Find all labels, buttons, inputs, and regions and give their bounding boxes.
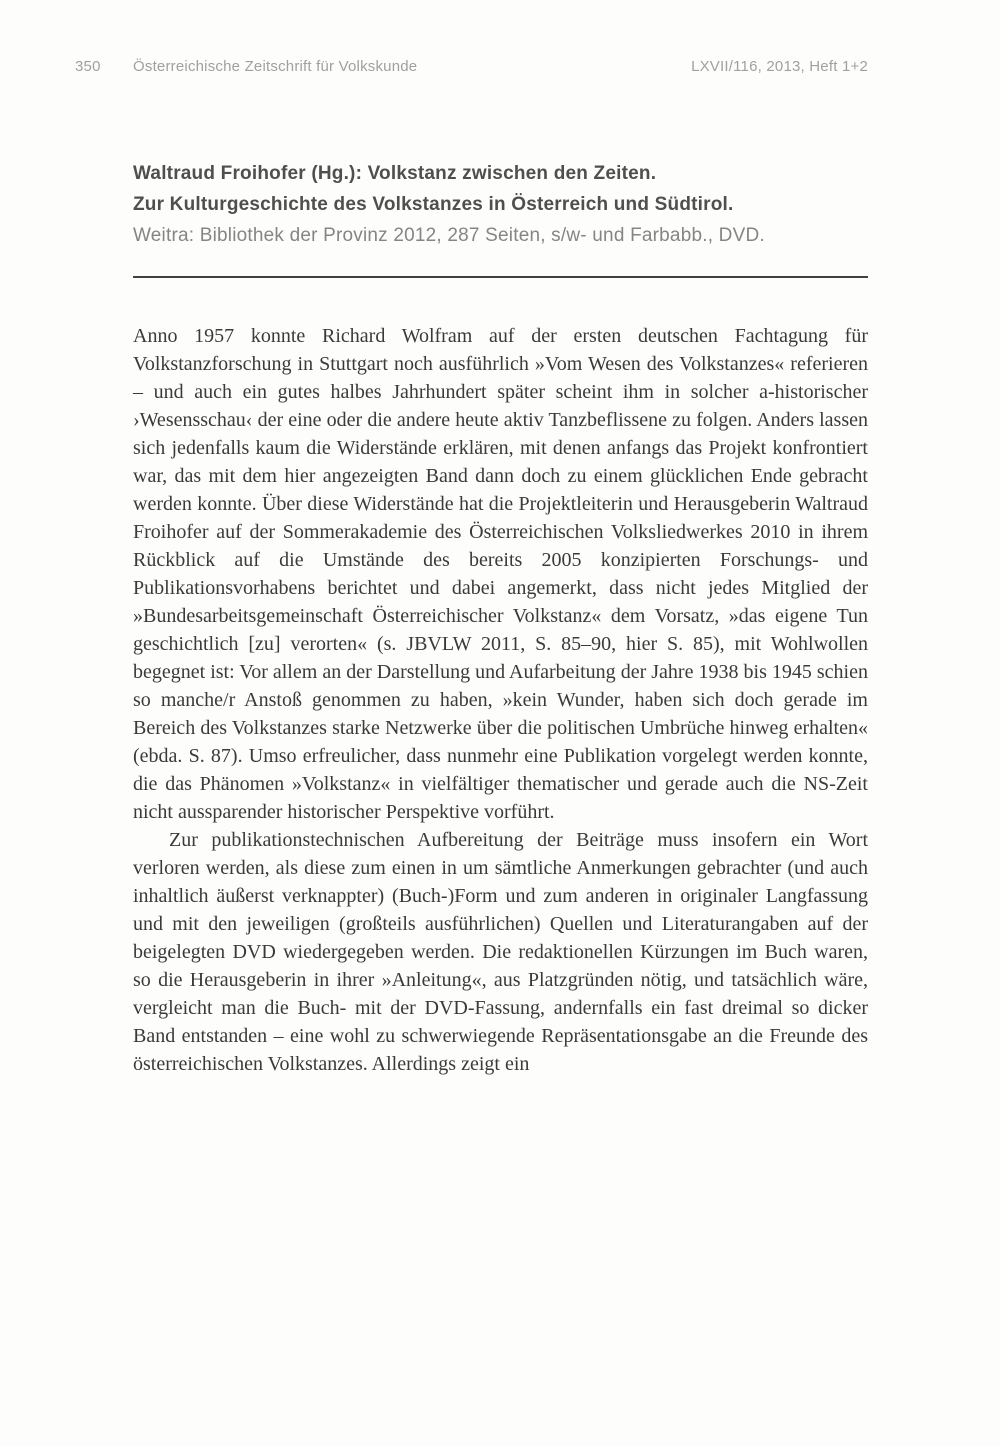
page-header — [75, 58, 868, 75]
review-body — [133, 322, 868, 1078]
review-title-line-1: Waltraud Froihofer (Hg.): Volkstanz zwischen den Zeiten. — [133, 163, 657, 184]
issue-info: LXVII/116, 2013, Heft 1+2 — [691, 58, 868, 75]
review-title-line-2: Zur Kulturgeschichte des Volkstanzes in Österreich und Südtirol. — [133, 194, 734, 215]
review-heading — [133, 158, 868, 251]
review-imprint-line: Weitra: Bibliothek der Provinz 2012, 287 Seiten, s/w- und Farbabb., DVD. — [133, 225, 765, 246]
body-paragraph-2: Zur publikationstechnischen Aufbereitung der Beiträge muss insofern ein Wort verloren werden, als diese zum einen in um sämtliche Anmerkungen gebrachter (und auch inhaltlich äußerst verknappter) (Buch-)Form und zum anderen in originaler Langfassung und mit den jeweiligen (großteils ausführlichen) Quellen und Literaturangaben auf der beigelegten DVD wiedergegeben werden. Die redaktionellen Kürzungen im Buch waren, so die Herausgeberin in ihrer »Anleitung«, aus Platzgründen nötig, und tatsächlich wäre, vergleicht man die Buch- mit der DVD-Fassung, andernfalls ein fast dreimal so dicker Band entstanden – eine wohl zu schwerwiegende Repräsentationsgabe an die Freunde des österreichischen Volkstanzes. Allerdings zeigt ein — [133, 829, 868, 1075]
divider-rule — [133, 276, 868, 278]
page-number: 350 — [75, 58, 101, 75]
body-paragraph-1: Anno 1957 konnte Richard Wolfram auf der ersten deutschen Fachtagung für Volkstanzforschung in Stuttgart noch ausführlich »Vom Wesen des Volkstanzes« referieren – und auch ein gutes halbes Jahrhundert später scheint ihm in solcher a-historischer ›Wesensschau‹ der eine oder die andere heute aktiv Tanzbeflissene zu folgen. Anders lassen sich jedenfalls kaum die Widerstände erklären, mit denen anfangs das Projekt konfrontiert war, das mit dem hier angezeigten Band dann doch zu einem glücklichen Ende gebracht werden konnte. Über diese Widerstände hat die Projektleiterin und Herausgeberin Waltraud Froihofer auf der Sommerakademie des Österreichischen Volksliedwerkes 2010 in ihrem Rückblick auf die Umstände des bereits 2005 konzipierten Forschungs- und Publikationsvorhabens berichtet und dabei angemerkt, dass nicht jedes Mitglied der »Bundesarbeitsgemeinschaft Österreichischer Volkstanz« dem Vorsatz, »das eigene Tun geschichtlich [zu] verorten« (s. JBVLW 2011, S. 85–90, hier S. 85), mit Wohlwollen begegnet ist: Vor allem an der Darstellung und Aufarbeitung der Jahre 1938 bis 1945 schien so manche/r Anstoß genommen zu haben, »kein Wunder, haben sich doch gerade im Bereich des Volkstanzes starke Netzwerke über die politischen Umbrüche hinweg erhalten« (ebda. S. 87). Umso erfreulicher, dass nunmehr eine Publikation vorgelegt werden konnte, die das Phänomen »Volkstanz« in vielfältiger thematischer und gerade auch die NS-Zeit nicht aussparender historischer Perspektive vorführt. — [133, 325, 868, 823]
journal-title: Österreichische Zeitschrift für Volkskunde — [133, 58, 418, 75]
page-content — [133, 158, 868, 1078]
